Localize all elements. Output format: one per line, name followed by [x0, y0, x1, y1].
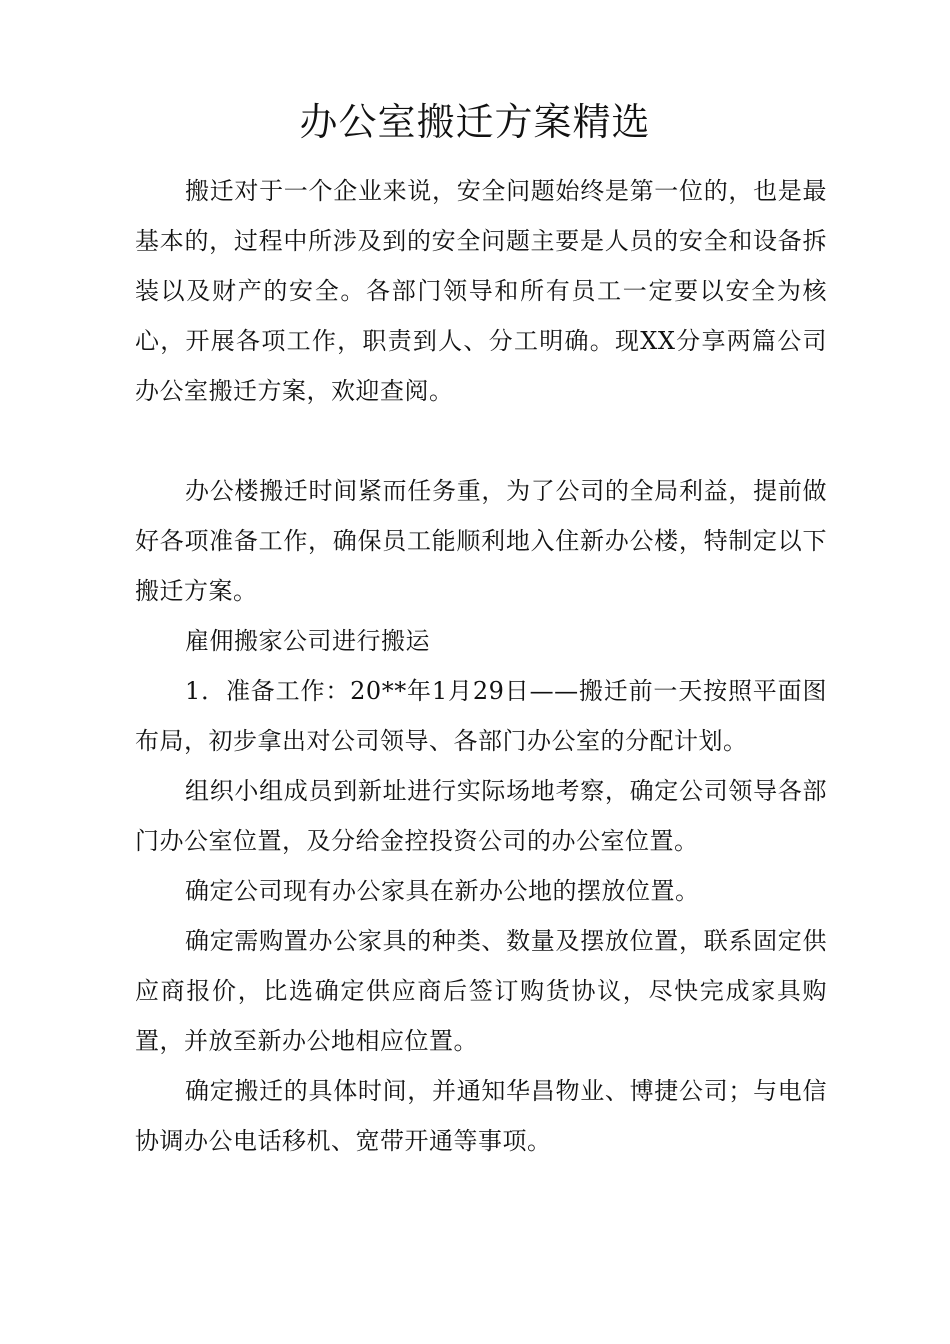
document-title: 办公室搬迁方案精选 — [299, 100, 651, 144]
paragraph-method: 雇佣搬家公司进行搬运 — [185, 627, 430, 655]
paragraph-furniture-purchase: 确定需购置办公家具的种类、数量及摆放位置，联系固定供应商报价，比选确定供应商后签订购货协议，尽快完成家具购置，并放至新办公地相应位置。 — [135, 927, 827, 1055]
paragraph-furniture-placement: 确定公司现有办公家具在新办公地的摆放位置。 — [185, 877, 700, 905]
paragraph-site-survey: 组织小组成员到新址进行实际场地考察，确定公司领导各部门办公室位置，及分给金控投资公司的办公室位置。 — [135, 777, 827, 855]
document-body — [135, 166, 827, 1166]
paragraph-intro: 搬迁对于一个企业来说，安全问题始终是第一位的，也是最基本的，过程中所涉及到的安全问题主要是人员的安全和设备拆装以及财产的安全。各部门领导和所有员工一定要以安全为核心，开展各项工作，职责到人、分工明确。现XX分享两篇公司办公室搬迁方案，欢迎查阅。 — [135, 177, 827, 405]
paragraph-step-1: 1．准备工作：20**年1月29日——搬迁前一天按照平面图布局，初步拿出对公司领导、各部门办公室的分配计划。 — [135, 677, 827, 755]
paragraph-schedule: 确定搬迁的具体时间，并通知华昌物业、博捷公司；与电信协调办公电话移机、宽带开通等事项。 — [135, 1077, 827, 1155]
paragraph-spacer — [135, 416, 827, 466]
paragraph-purpose: 办公楼搬迁时间紧而任务重，为了公司的全局利益，提前做好各项准备工作，确保员工能顺利地入住新办公楼，特制定以下搬迁方案。 — [135, 477, 827, 605]
